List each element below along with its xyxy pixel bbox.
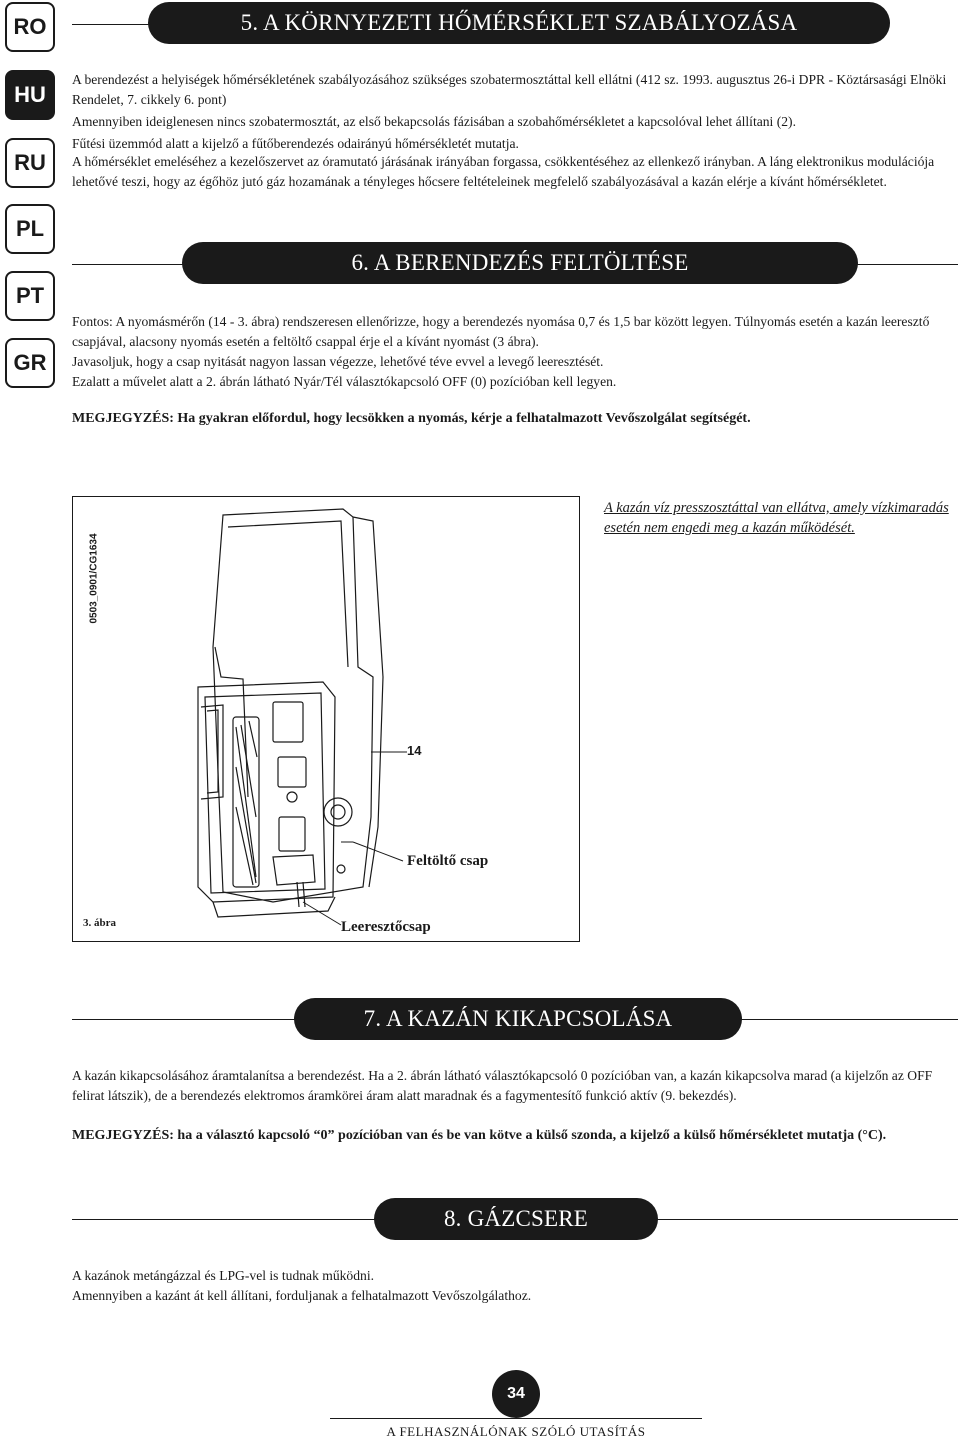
lang-tab-pl[interactable]: PL bbox=[5, 204, 55, 254]
lang-tab-gr[interactable]: GR bbox=[5, 338, 55, 388]
heading-rule bbox=[740, 1019, 958, 1020]
heading-rule bbox=[72, 264, 184, 265]
gauge-callout: 14 bbox=[407, 743, 422, 758]
fill-tap-callout: Feltöltő csap bbox=[407, 853, 489, 869]
section-6-heading: 6. A BERENDEZÉS FELTÖLTÉSE bbox=[182, 242, 858, 284]
section-8-paragraph: A kazánok metángázzal és LPG-vel is tudnak működni. bbox=[72, 1268, 375, 1283]
footer-rule bbox=[330, 1418, 702, 1419]
figure-caption: 3. ábra bbox=[83, 917, 116, 929]
section-7-heading: 7. A KAZÁN KIKAPCSOLÁSA bbox=[294, 998, 742, 1040]
pressure-switch-note: A kazán víz presszosztáttal van ellátva, amely vízkimaradás esetén nem engedi meg a kazán működését. bbox=[604, 500, 949, 536]
lang-tab-ru[interactable]: RU bbox=[5, 138, 55, 188]
figure-code: 0503_0901/CG1634 bbox=[88, 533, 100, 624]
lang-tab-pt[interactable]: PT bbox=[5, 271, 55, 321]
section-5-paragraph: Amennyiben ideiglenesen nincs szobatermosztát, az első bekapcsolás fázisában a szobahőmérsékletet a kapcsolóval lehet állítani (2). bbox=[72, 114, 796, 129]
heading-rule bbox=[656, 1219, 958, 1220]
drain-tap-callout: Leeresztőcsap bbox=[341, 919, 431, 935]
section-6-paragraph: Ezalatt a művelet alatt a 2. ábrán látható Nyár/Tél választókapcsoló OFF (0) pozícióban kell legyen. bbox=[72, 374, 617, 389]
section-6-paragraph: Javasoljuk, hogy a csap nyitását nagyon lassan végezze, lehetővé téve evvel a levegő leeresztését. bbox=[72, 354, 604, 369]
section-6-note: MEGJEGYZÉS: Ha gyakran előfordul, hogy lecsökken a nyomás, kérje a felhatalmazott Vevőszolgálat segítségét. bbox=[72, 411, 751, 426]
lang-tab-ro[interactable]: RO bbox=[5, 2, 55, 52]
section-6-paragraph: Fontos: A nyomásmérőn (14 - 3. ábra) rendszeresen ellenőrizze, hogy a berendezés nyomása 0,7 és 1,5 bar között legyen. Túlnyomás esetén a kazán leeresztő csapjával, alacsony nyomás esetén a feltöltő csappal érje el a kívánt nyomást (3 ábra). bbox=[72, 314, 930, 349]
boiler-drawing bbox=[73, 497, 580, 942]
footer-title: A FELHASZNÁLÓNAK SZÓLÓ UTASÍTÁS bbox=[386, 1424, 646, 1439]
section-8-paragraph: Amennyiben a kazánt át kell állítani, forduljanak a felhatalmazott Vevőszolgálathoz. bbox=[72, 1288, 532, 1303]
figure-3 bbox=[72, 496, 580, 942]
heading-rule bbox=[856, 264, 958, 265]
heading-rule bbox=[72, 24, 152, 25]
section-5-paragraph: A berendezést a helyiségek hőmérsékletének szabályozásához szükséges szobatermosztáttal kell ellátni (412 sz. 1993. augusztus 26-i DPR - Köztársasági Elnöki Rendelet, 7. cikkely 6. pont) bbox=[72, 72, 947, 107]
section-5-paragraph: Fűtési üzemmód alatt a kijelző a fűtőberendezés odairányú hőmérsékletét mutatja. bbox=[72, 136, 519, 151]
section-5-paragraph: A hőmérséklet emeléséhez a kezelőszervet az óramutató járásának irányában forgassa, csökkentéséhez az ellenkező irányban. A láng elektronikus modulációja lehetővé teszi, hogy az égőhöz jutó gáz hozamának a tényleges hőcsere feltételeinek megfelelő szabályozásával a kazán elérje a kívánt hőmérsékletet. bbox=[72, 154, 935, 189]
section-7-note: MEGJEGYZÉS: ha a választó kapcsoló “0” pozícióban van és be van kötve a külső szonda, a kijelző a külső hőmérsékletet mutatja (°C). bbox=[72, 1128, 887, 1143]
section-7-paragraph: A kazán kikapcsolásához áramtalanítsa a berendezést. Ha a 2. ábrán látható választókapcsoló 0 pozícióban van, a kazán kikapcsolva marad (a kijelzőn az OFF felirat látszik), de a berendezés elektromos áramkörei áram alatt maradnak és a fagymentesítő funkció aktív (9. bekezdés). bbox=[72, 1068, 933, 1103]
lang-tab-hu[interactable]: HU bbox=[5, 70, 55, 120]
heading-rule bbox=[72, 1019, 296, 1020]
heading-rule bbox=[72, 1219, 376, 1220]
section-8-heading: 8. GÁZCSERE bbox=[374, 1198, 658, 1240]
page-number: 34 bbox=[492, 1370, 540, 1418]
section-5-heading: 5. A KÖRNYEZETI HŐMÉRSÉKLET SZABÁLYOZÁSA bbox=[148, 2, 890, 44]
